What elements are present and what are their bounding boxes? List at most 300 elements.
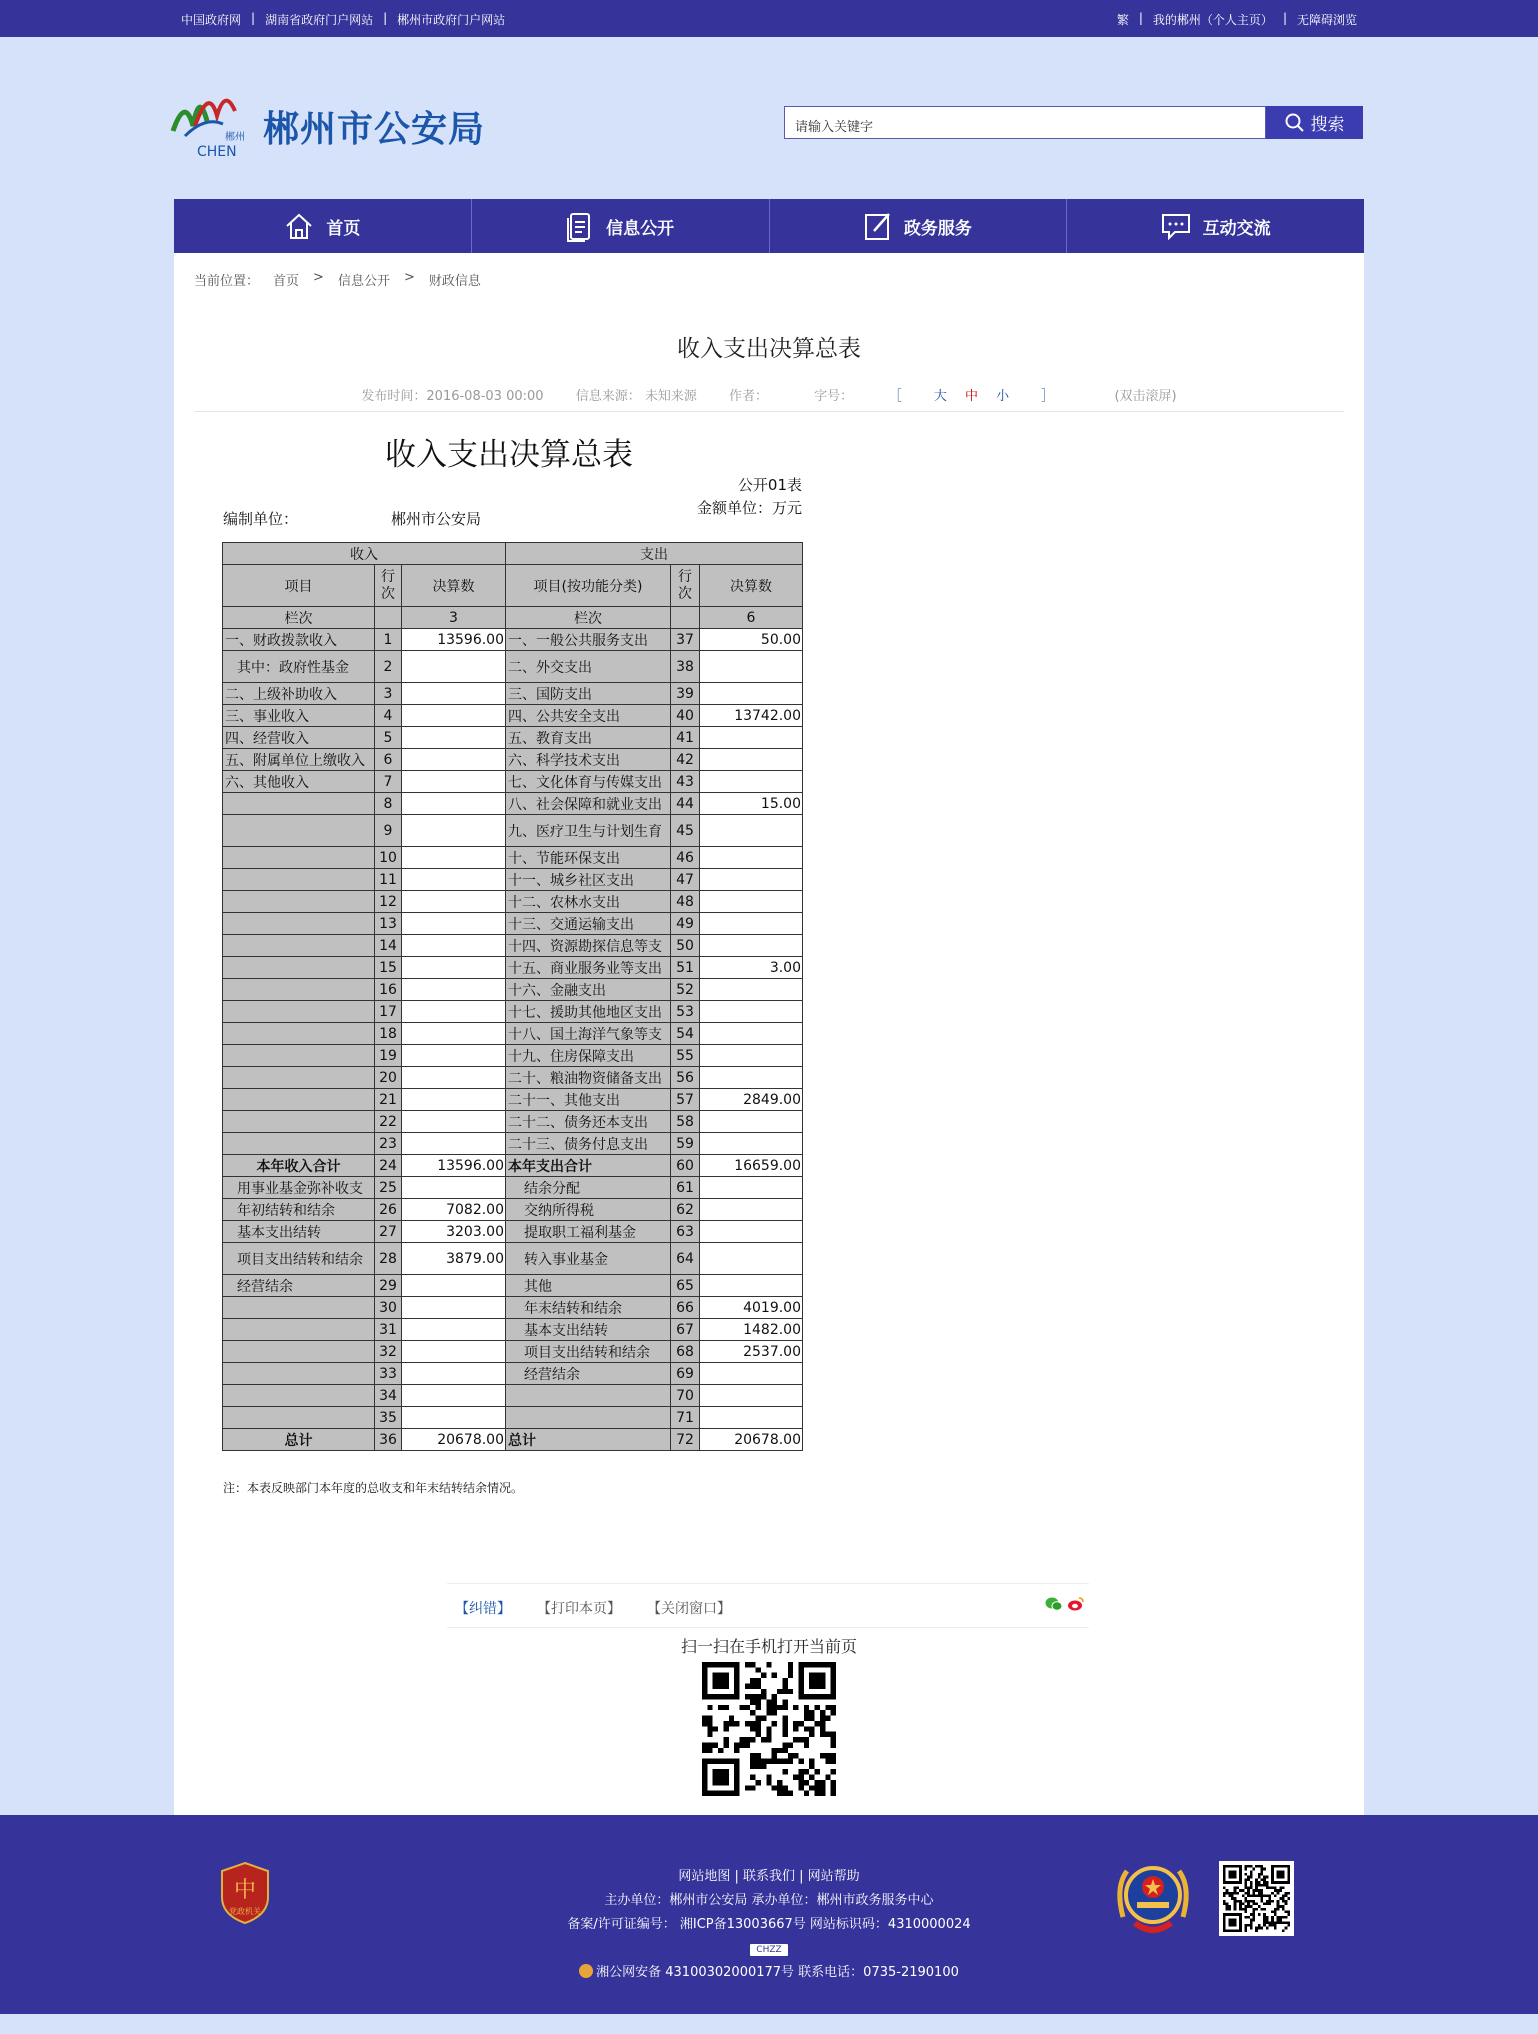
- nav-service-label: 政务服务: [903, 218, 972, 239]
- row-number-cell: 12: [375, 891, 402, 913]
- row-number-cell: 49: [671, 913, 700, 935]
- item-cell: [223, 979, 375, 1001]
- row-number-cell: 63: [671, 1221, 700, 1243]
- page-qr-code: [702, 1662, 836, 1796]
- row-number-cell: 23: [375, 1133, 402, 1155]
- amount-cell: 13596.00: [402, 1155, 506, 1177]
- item-cell: 结余分配: [506, 1177, 671, 1199]
- item-cell: 八、社会保障和就业支出: [506, 793, 671, 815]
- amount-cell: [700, 1001, 803, 1023]
- amount-cell: [700, 1243, 803, 1275]
- amount-cell: [402, 1045, 506, 1067]
- amount-cell: [700, 869, 803, 891]
- item-cell: [506, 1407, 671, 1429]
- table-row: [223, 891, 803, 913]
- row-number-cell: 59: [671, 1133, 700, 1155]
- item-cell: 十九、住房保障支出: [506, 1045, 671, 1067]
- item-cell: [223, 1111, 375, 1133]
- item-cell: 交纳所得税: [506, 1199, 671, 1221]
- org-name: 郴州市公安局: [391, 510, 482, 528]
- amount-cell: 15.00: [700, 793, 803, 815]
- item-cell: 其中：政府性基金: [223, 651, 375, 683]
- amount-cell: 16659.00: [700, 1155, 803, 1177]
- footer-qr-code: [1219, 1861, 1294, 1936]
- amount-cell: 4019.00: [700, 1297, 803, 1319]
- amount-cell: [402, 1001, 506, 1023]
- wechat-icon[interactable]: [1045, 1596, 1063, 1612]
- footer-sponsor: 主办单位：郴州市公安局 承办单位：郴州市政务服务中心: [604, 1893, 934, 1908]
- row-number-cell: 15: [375, 957, 402, 979]
- item-cell: [506, 1385, 671, 1407]
- amount-cell: [700, 1067, 803, 1089]
- nav-home-label: 首页: [326, 218, 361, 239]
- item-cell: 本年收入合计: [223, 1155, 375, 1177]
- breadcrumb-info[interactable]: 信息公开: [337, 274, 390, 289]
- row-number-cell: 32: [375, 1341, 402, 1363]
- amount-cell: 2537.00: [700, 1341, 803, 1363]
- amount-cell: [700, 1111, 803, 1133]
- search-button[interactable]: [1266, 106, 1363, 139]
- content-panel: [174, 253, 1364, 1815]
- footer-police-record[interactable]: [0, 1961, 1538, 1985]
- svg-text:郴州: 郴州: [225, 132, 245, 143]
- item-cell: [223, 1341, 375, 1363]
- row-number-cell: 42: [671, 749, 700, 771]
- row-number-cell: 5: [375, 727, 402, 749]
- amount-cell: [402, 957, 506, 979]
- table-row: [223, 705, 803, 727]
- row-number-cell: 35: [375, 1407, 402, 1429]
- amount-cell: [402, 651, 506, 683]
- table-row: [223, 1133, 803, 1155]
- breadcrumb-prefix: 当前位置：: [194, 274, 260, 289]
- link-my-chenzhou[interactable]: 我的郴州（个人主页）: [1152, 13, 1273, 27]
- item-cell: [223, 891, 375, 913]
- table-row: [223, 957, 803, 979]
- table-row: [223, 727, 803, 749]
- breadcrumb-separator: >: [403, 270, 415, 285]
- group-header-income: 收入: [223, 543, 506, 565]
- table-row: [223, 1341, 803, 1363]
- item-cell: [223, 793, 375, 815]
- col-header: 行次: [671, 565, 700, 607]
- row-number-cell: 3: [375, 683, 402, 705]
- police-badge-icon: [579, 1964, 593, 1978]
- col-header: 项目: [223, 565, 375, 607]
- svg-text:CHEN: CHEN: [197, 144, 237, 160]
- row-number-cell: 16: [375, 979, 402, 1001]
- edit-icon: [864, 211, 892, 241]
- row-number-cell: 28: [375, 1243, 402, 1275]
- item-cell: [223, 847, 375, 869]
- document-title: 收入支出决算总表: [385, 437, 633, 473]
- amount-cell: [700, 935, 803, 957]
- amount-cell: [402, 1363, 506, 1385]
- nav-info-disclosure[interactable]: [472, 199, 770, 253]
- row-number-cell: 21: [375, 1089, 402, 1111]
- table-row: [223, 1067, 803, 1089]
- item-cell: [223, 1023, 375, 1045]
- item-cell: 经营结余: [223, 1275, 375, 1297]
- row-number-cell: 54: [671, 1023, 700, 1045]
- row-number-cell: 10: [375, 847, 402, 869]
- item-cell: 总计: [223, 1429, 375, 1451]
- row-number-cell: 41: [671, 727, 700, 749]
- amount-cell: [700, 1363, 803, 1385]
- link-accessibility[interactable]: 无障碍浏览: [1296, 13, 1357, 27]
- amount-cell: [402, 1319, 506, 1341]
- table-row: [223, 683, 803, 705]
- amount-cell: [402, 705, 506, 727]
- police-record-text: 湘公网安备 43100302000177号 联系电话：0735-2190100: [596, 1965, 959, 1980]
- item-cell: 年初结转和结余: [223, 1199, 375, 1221]
- amount-cell: [700, 913, 803, 935]
- col-header: 决算数: [700, 565, 803, 607]
- amount-cell: [402, 891, 506, 913]
- search-input[interactable]: 请输入关键字: [784, 106, 1266, 139]
- table-row: [223, 935, 803, 957]
- item-cell: 二十三、债务付息支出: [506, 1133, 671, 1155]
- group-header-expense: 支出: [506, 543, 803, 565]
- amount-cell: [700, 651, 803, 683]
- row-number-cell: 60: [671, 1155, 700, 1177]
- amount-cell: [402, 847, 506, 869]
- row-number-cell: 6: [375, 749, 402, 771]
- item-cell: 十四、资源勘探信息等支: [506, 935, 671, 957]
- table-row: [223, 1221, 803, 1243]
- table-row: [223, 1045, 803, 1067]
- amount-cell: [402, 1111, 506, 1133]
- table-row: [223, 771, 803, 793]
- item-cell: [223, 1319, 375, 1341]
- item-cell: 七、文化体育与传媒支出: [506, 771, 671, 793]
- item-cell: [223, 1045, 375, 1067]
- amount-cell: [700, 815, 803, 847]
- nav-interaction-label: 互动交流: [1202, 218, 1271, 239]
- table-row: [223, 1429, 803, 1451]
- item-cell: [223, 1067, 375, 1089]
- item-cell: 六、科学技术支出: [506, 749, 671, 771]
- item-cell: 二十一、其他支出: [506, 1089, 671, 1111]
- print-link[interactable]: 【打印本页】: [537, 1601, 621, 1617]
- amount-cell: [700, 1199, 803, 1221]
- table-row: [223, 1177, 803, 1199]
- link-hunan-gov[interactable]: 湖南省政府门户网站: [265, 13, 374, 27]
- amount-cell: [700, 1407, 803, 1429]
- form-number: 公开01表: [737, 476, 802, 494]
- item-cell: 提取职工福利基金: [506, 1221, 671, 1243]
- bracket-close: ］: [1041, 389, 1055, 404]
- document-form-info: [686, 474, 802, 520]
- row-number-cell: 56: [671, 1067, 700, 1089]
- top-bar: [0, 0, 1538, 37]
- table-row: [223, 913, 803, 935]
- item-cell: 其他: [506, 1275, 671, 1297]
- row-number-cell: 47: [671, 869, 700, 891]
- amount-cell: [402, 749, 506, 771]
- footer-text: [0, 1865, 1538, 1985]
- row-number-cell: 40: [671, 705, 700, 727]
- amount-cell: [402, 979, 506, 1001]
- amount-cell: [402, 815, 506, 847]
- row-number-cell: 19: [375, 1045, 402, 1067]
- item-cell: 十五、商业服务业等支出: [506, 957, 671, 979]
- amount-cell: [700, 749, 803, 771]
- amount-cell: 2849.00: [700, 1089, 803, 1111]
- row-number-cell: 70: [671, 1385, 700, 1407]
- amount-cell: [402, 869, 506, 891]
- nav-interaction[interactable]: [1067, 199, 1364, 253]
- row-number-cell: 66: [671, 1297, 700, 1319]
- table-row: [223, 749, 803, 771]
- breadcrumb-finance[interactable]: 财政信息: [428, 274, 481, 289]
- item-cell: 总计: [506, 1429, 671, 1451]
- row-number-cell: 51: [671, 957, 700, 979]
- font-big[interactable]: 大: [933, 389, 947, 404]
- amount-cell: [700, 1221, 803, 1243]
- item-cell: [223, 869, 375, 891]
- amount-cell: [402, 727, 506, 749]
- footer-icp[interactable]: 备案/许可证编号： 湘ICP备13003667号 网站标识码：4310000024: [567, 1917, 971, 1932]
- nav-home[interactable]: [174, 199, 472, 253]
- main-nav: [174, 199, 1364, 253]
- item-cell: 用事业基金弥补收支: [223, 1177, 375, 1199]
- item-cell: 二、上级补助收入: [223, 683, 375, 705]
- weibo-icon[interactable]: [1067, 1596, 1085, 1612]
- row-number-cell: 1: [375, 629, 402, 651]
- col-header: 行次: [375, 565, 402, 607]
- table-row: [223, 1275, 803, 1297]
- row-number-cell: 22: [375, 1111, 402, 1133]
- item-cell: 转入事业基金: [506, 1243, 671, 1275]
- row-number-cell: 20: [375, 1067, 402, 1089]
- nav-info-label: 信息公开: [606, 218, 675, 239]
- amount-cell: [700, 1045, 803, 1067]
- table-row: [223, 847, 803, 869]
- amount-cell: 3.00: [700, 957, 803, 979]
- row-number-cell: 68: [671, 1341, 700, 1363]
- row-number-cell: 64: [671, 1243, 700, 1275]
- row-number-cell: 31: [375, 1319, 402, 1341]
- table-row: [223, 1363, 803, 1385]
- item-cell: 十一、城乡社区支出: [506, 869, 671, 891]
- table-row: [223, 1319, 803, 1341]
- font-mid[interactable]: 中: [964, 389, 978, 404]
- article-meta: [174, 385, 1364, 404]
- row-number-cell: 48: [671, 891, 700, 913]
- amount-cell: [402, 1067, 506, 1089]
- divider: [194, 411, 1344, 412]
- qr-caption: 扫一扫在手机打开当前页: [680, 1637, 857, 1656]
- item-cell: [223, 1407, 375, 1429]
- amount-cell: [700, 891, 803, 913]
- info-source: 信息来源： 未知来源: [575, 389, 697, 404]
- item-cell: [223, 1297, 375, 1319]
- item-cell: 基本支出结转: [506, 1319, 671, 1341]
- item-cell: 二十、粮油物资储备支出: [506, 1067, 671, 1089]
- report-error-link[interactable]: 【纠错】: [455, 1601, 511, 1617]
- amount-cell: [402, 935, 506, 957]
- row-number-cell: 58: [671, 1111, 700, 1133]
- close-window-link[interactable]: 【关闭窗口】: [647, 1601, 731, 1617]
- table-row: [223, 1199, 803, 1221]
- amount-cell: [402, 1297, 506, 1319]
- item-cell: [223, 1001, 375, 1023]
- table-note: 注：本表反映部门本年度的总收支和年末结转结余情况。: [223, 1481, 524, 1495]
- item-cell: 十六、金融支出: [506, 979, 671, 1001]
- row-number-cell: 53: [671, 1001, 700, 1023]
- amount-cell: 13742.00: [700, 705, 803, 727]
- home-icon: [284, 212, 314, 240]
- amount-cell: [700, 1275, 803, 1297]
- footer-links[interactable]: 网站地图 | 联系我们 | 网站帮助: [678, 1869, 860, 1884]
- amount-cell: 20678.00: [700, 1429, 803, 1451]
- row-number-cell: 37: [671, 629, 700, 651]
- item-cell: [223, 1385, 375, 1407]
- item-cell: 项目支出结转和结余: [223, 1243, 375, 1275]
- author: 作者：: [728, 389, 768, 404]
- table-row: [223, 1243, 803, 1275]
- row-number-cell: 2: [375, 651, 402, 683]
- row-number-cell: 62: [671, 1199, 700, 1221]
- footer: [0, 1815, 1538, 2014]
- amount-cell: [402, 1341, 506, 1363]
- breadcrumb-home[interactable]: 首页: [273, 274, 300, 289]
- item-cell: 一、一般公共服务支出: [506, 629, 671, 651]
- item-cell: 十、节能环保支出: [506, 847, 671, 869]
- item-cell: 二、外交支出: [506, 651, 671, 683]
- item-cell: [223, 935, 375, 957]
- amount-cell: [700, 771, 803, 793]
- police-emblem: [1113, 1857, 1193, 1939]
- amount-cell: [700, 1023, 803, 1045]
- row-number-cell: 33: [375, 1363, 402, 1385]
- amount-cell: 7082.00: [402, 1199, 506, 1221]
- item-cell: 五、教育支出: [506, 727, 671, 749]
- row-number-cell: 69: [671, 1363, 700, 1385]
- badge-icon[interactable]: CHZZ: [750, 1944, 787, 1956]
- item-cell: 经营结余: [506, 1363, 671, 1385]
- row-number-cell: 13: [375, 913, 402, 935]
- item-cell: 九、医疗卫生与计划生育: [506, 815, 671, 847]
- font-small[interactable]: 小: [996, 389, 1010, 404]
- row-number-cell: 11: [375, 869, 402, 891]
- table-row: [223, 793, 803, 815]
- index-cell: 栏次: [506, 607, 671, 629]
- font-size-control: [800, 389, 1082, 404]
- link-gov-cn[interactable]: 中国政府网: [181, 13, 242, 27]
- row-number-cell: 43: [671, 771, 700, 793]
- nav-gov-service[interactable]: [770, 199, 1068, 253]
- row-number-cell: 45: [671, 815, 700, 847]
- item-cell: 四、经营收入: [223, 727, 375, 749]
- row-number-cell: 29: [375, 1275, 402, 1297]
- row-number-cell: 39: [671, 683, 700, 705]
- row-number-cell: 4: [375, 705, 402, 727]
- amount-cell: [700, 847, 803, 869]
- amount-cell: [402, 1177, 506, 1199]
- item-cell: [223, 815, 375, 847]
- row-number-cell: 36: [375, 1429, 402, 1451]
- index-cell: [671, 607, 700, 629]
- amount-cell: [402, 771, 506, 793]
- row-number-cell: 72: [671, 1429, 700, 1451]
- table-row: [223, 1023, 803, 1045]
- item-cell: 三、事业收入: [223, 705, 375, 727]
- top-links-right: 繁 | 我的郴州（个人主页） | 无障碍浏览: [1116, 11, 1357, 27]
- item-cell: 五、附属单位上缴收入: [223, 749, 375, 771]
- amount-cell: [700, 1177, 803, 1199]
- publish-time: 发布时间：2016-08-03 00:00: [361, 389, 544, 404]
- item-cell: 六、其他收入: [223, 771, 375, 793]
- row-number-cell: 30: [375, 1297, 402, 1319]
- amount-cell: [700, 683, 803, 705]
- table-row: [223, 1297, 803, 1319]
- row-number-cell: 8: [375, 793, 402, 815]
- item-cell: 项目支出结转和结余: [506, 1341, 671, 1363]
- row-number-cell: 27: [375, 1221, 402, 1243]
- col-header: 决算数: [402, 565, 506, 607]
- article-title: 收入支出决算总表: [677, 336, 861, 362]
- link-chenzhou-gov[interactable]: 郴州市政府门户网站: [397, 13, 506, 27]
- index-cell: 栏次: [223, 607, 375, 629]
- table-row: [223, 979, 803, 1001]
- amount-cell: [700, 1385, 803, 1407]
- index-cell: 3: [402, 607, 506, 629]
- item-cell: 一、财政拨款收入: [223, 629, 375, 651]
- item-cell: 本年支出合计: [506, 1155, 671, 1177]
- row-number-cell: 52: [671, 979, 700, 1001]
- table-row: [223, 629, 803, 651]
- row-number-cell: 50: [671, 935, 700, 957]
- row-number-cell: 26: [375, 1199, 402, 1221]
- item-cell: 十三、交通运输支出: [506, 913, 671, 935]
- item-cell: 三、国防支出: [506, 683, 671, 705]
- site-logo[interactable]: [165, 86, 250, 161]
- table-row: [223, 1001, 803, 1023]
- search-button-label: 搜索: [1310, 115, 1345, 135]
- amount-cell: [700, 727, 803, 749]
- item-cell: 十七、援助其他地区支出: [506, 1001, 671, 1023]
- link-traditional[interactable]: 繁: [1116, 13, 1129, 27]
- amount-cell: 13596.00: [402, 629, 506, 651]
- scroll-hint: (双击滚屏): [1114, 389, 1177, 404]
- row-number-cell: 61: [671, 1177, 700, 1199]
- row-number-cell: 9: [375, 815, 402, 847]
- amount-cell: 3203.00: [402, 1221, 506, 1243]
- amount-cell: [402, 683, 506, 705]
- site-name: 郴州市公安局: [263, 109, 486, 150]
- item-cell: 基本支出结转: [223, 1221, 375, 1243]
- article-tools: [447, 1583, 1089, 1628]
- amount-cell: 1482.00: [700, 1319, 803, 1341]
- row-number-cell: 67: [671, 1319, 700, 1341]
- breadcrumb-separator: >: [313, 270, 324, 285]
- footer-qr-svg: [1223, 1865, 1290, 1932]
- table-row: [223, 1407, 803, 1429]
- item-cell: [223, 1089, 375, 1111]
- amount-cell: 3879.00: [402, 1243, 506, 1275]
- breadcrumb: [194, 270, 481, 289]
- item-cell: [223, 1133, 375, 1155]
- row-number-cell: 25: [375, 1177, 402, 1199]
- amount-cell: [402, 1089, 506, 1111]
- row-number-cell: 18: [375, 1023, 402, 1045]
- item-cell: 十八、国土海洋气象等支: [506, 1023, 671, 1045]
- amount-cell: [402, 1133, 506, 1155]
- index-cell: 6: [700, 607, 803, 629]
- amount-cell: [700, 979, 803, 1001]
